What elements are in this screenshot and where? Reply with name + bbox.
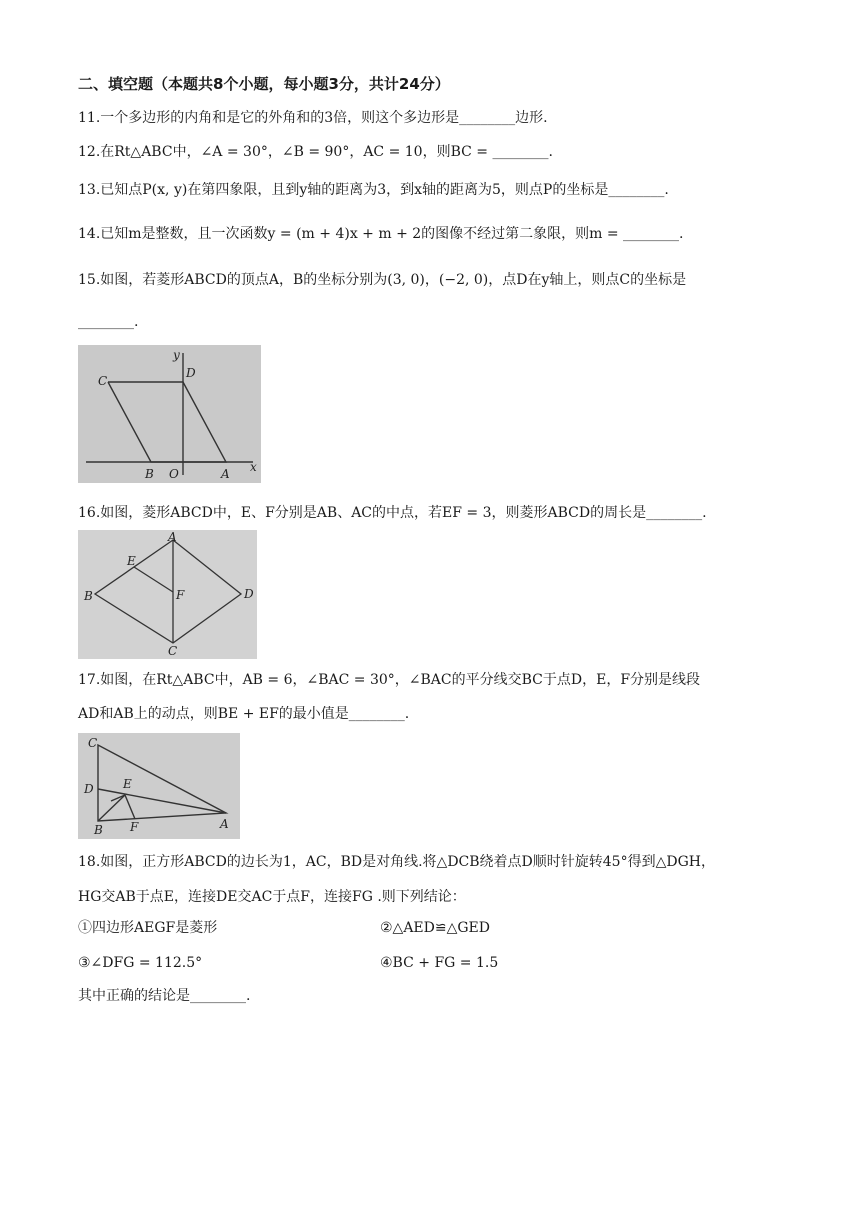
section-title: 二、填空题（本题共8个小题，每小题3分，共计24分） [78,75,450,93]
fig17-label-F: F [130,820,139,834]
fig15-label-y: y [173,348,180,362]
question-11: 11.一个多边形的内角和是它的外角和的3倍，则这个多边形是________边形. [78,110,548,126]
fig16-label-A: A [168,530,177,544]
q18-option-2: ②△AED≌△GED [380,920,490,936]
figure-17 [78,733,240,839]
q18-option-1: ①四边形AEGF是菱形 [78,920,218,936]
fig16-label-C: C [168,644,178,658]
q18-option-4: ④BC + FG = 1.5 [380,955,499,971]
fig16-label-F: F [176,588,185,602]
question-16: 16.如图，菱形ABCD中，E、F分别是AB、AC的中点，若EF = 3，则菱形ABCD的周长是________. [78,505,707,521]
fig17-label-E: E [123,777,132,791]
question-12: 12.在Rt△ABC中，∠A = 30°，∠B = 90°，AC = 10，则BC = ________. [78,144,553,160]
fig17-label-A: A [220,817,229,831]
fig15-label-C: C [98,374,108,388]
question-18-line1: 18.如图，正方形ABCD的边长为1，AC，BD是对角线.将△DCB绕着点D顺时针旋转45°得到△DGH， [78,854,715,870]
fig16-label-E: E [127,554,136,568]
fig15-label-A: A [221,467,230,481]
fig15-label-O: O [169,467,179,481]
fig15-label-D: D [186,366,196,380]
fig15-label-B: B [145,467,154,481]
fig16-label-B: B [84,589,93,603]
question-14: 14.已知m是整数，且一次函数y = (m + 4)x + m + 2的图像不经过第二象限，则m = ________. [78,226,684,242]
figure-15 [78,345,261,483]
question-17-line2: AD和AB上的动点，则BE + EF的最小值是________. [78,706,410,722]
fig15-label-x: x [250,460,257,474]
q18-option-3: ③∠DFG = 112.5° [78,955,203,971]
question-15-line1: 15.如图，若菱形ABCD的顶点A，B的坐标分别为(3, 0)，(−2, 0)，点D在y轴上，则点C的坐标是 [78,272,687,288]
fig16-label-D: D [244,587,254,601]
figure-16 [78,530,257,659]
question-18-conclusion: 其中正确的结论是________. [78,988,251,1004]
question-15-line2: ________. [78,314,139,330]
question-13: 13.已知点P(x, y)在第四象限，且到y轴的距离为3，到x轴的距离为5，则点P的坐标是________. [78,182,669,198]
fig17-label-D: D [84,782,94,796]
fig17-label-B: B [94,823,103,837]
question-18-line2: HG交AB于点E，连接DE交AC于点F，连接FG .则下列结论： [78,889,466,905]
question-17-line1: 17.如图，在Rt△ABC中，AB = 6，∠BAC = 30°，∠BAC的平分线交BC于点D，E，F分别是线段 [78,672,701,688]
fig17-label-C: C [88,736,98,750]
